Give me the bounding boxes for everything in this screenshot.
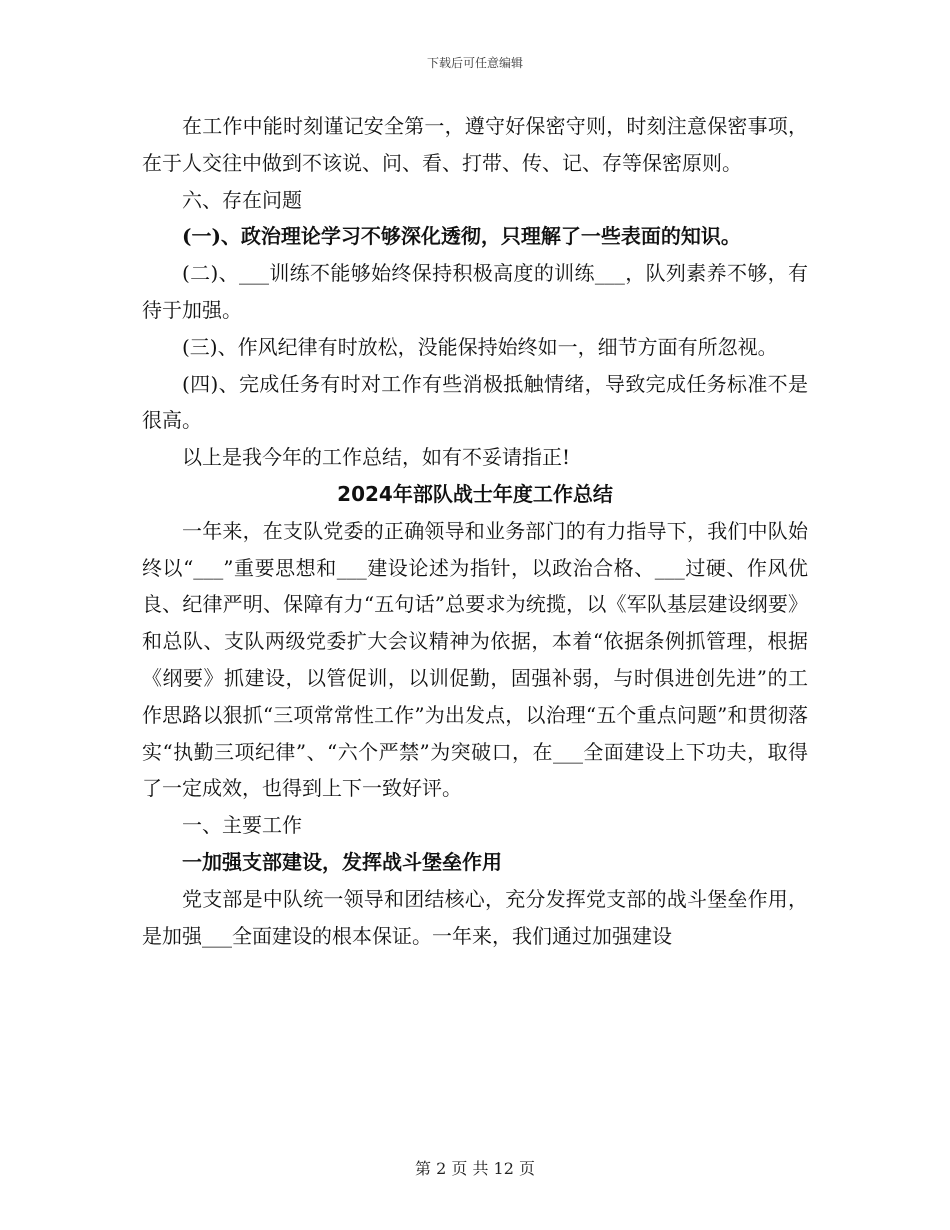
document-title: 2024年部队战士年度工作总结 bbox=[337, 481, 613, 506]
closing-line: 以上是我今年的工作总结，如有不妥请指正! bbox=[182, 445, 571, 470]
section-heading-problems: 六、存在问题 bbox=[182, 187, 302, 212]
problem-item-4: (四)、完成任务有时对工作有些消极抵触情绪，导致完成任务标准不是很高。 bbox=[142, 371, 808, 433]
subheading-party-branch: 一加强支部建设，发挥战斗堡垒作用 bbox=[182, 849, 502, 874]
problem-item-2: (二)、___训练不能够始终保持积极高度的训练___，队列素养不够，有待于加强。 bbox=[142, 261, 808, 322]
problem-item-1: (一)、政治理论学习不够深化透彻，只理解了一些表面的知识。 bbox=[182, 224, 741, 249]
paragraph-intro: 一年来，在支队党委的正确领导和业务部门的有力指导下，我们中队始终以“___”重要思想和___建设论述为指针，以政治合格、___过硬、作风优良、纪律严明、保障有力“五句话”总要求为统揽，以《军队基层建设纲要》和总队、支队两级党委扩大会议精神为依据，本着“依据条例抓管理，根据《纲要》抓建设，以管促训，以训促勤，固强补弱，与时俱进创先进”的工作思路以狠抓“三项常常性工作”为出发点，以治理“五个重点问题”和贯彻落实“执勤三项纪律”、“六个严禁”为突破口，在___全面建设上下功夫，取得了一定成效，也得到上下一致好评。 bbox=[142, 518, 808, 801]
paragraph-party-branch: 党支部是中队统一领导和团结核心，充分发挥党支部的战斗堡垒作用，是加强___全面建设的根本保证。一年来，我们通过加强建设 bbox=[142, 886, 808, 948]
page-header-note: 下载后可任意编辑 bbox=[426, 56, 523, 70]
section-heading-main-work: 一、主要工作 bbox=[182, 813, 302, 838]
document-body bbox=[142, 108, 808, 954]
paragraph-confidentiality: 在工作中能时刻谨记安全第一，遵守好保密守则，时刻注意保密事项，在于人交往中做到不该说、问、看、打带、传、记、存等保密原则。 bbox=[142, 114, 808, 175]
problem-item-3: (三)、作风纪律有时放松，没能保持始终如一，细节方面有所忽视。 bbox=[182, 334, 778, 359]
page-number: 第 2 页 共 12 页 bbox=[415, 1159, 535, 1178]
